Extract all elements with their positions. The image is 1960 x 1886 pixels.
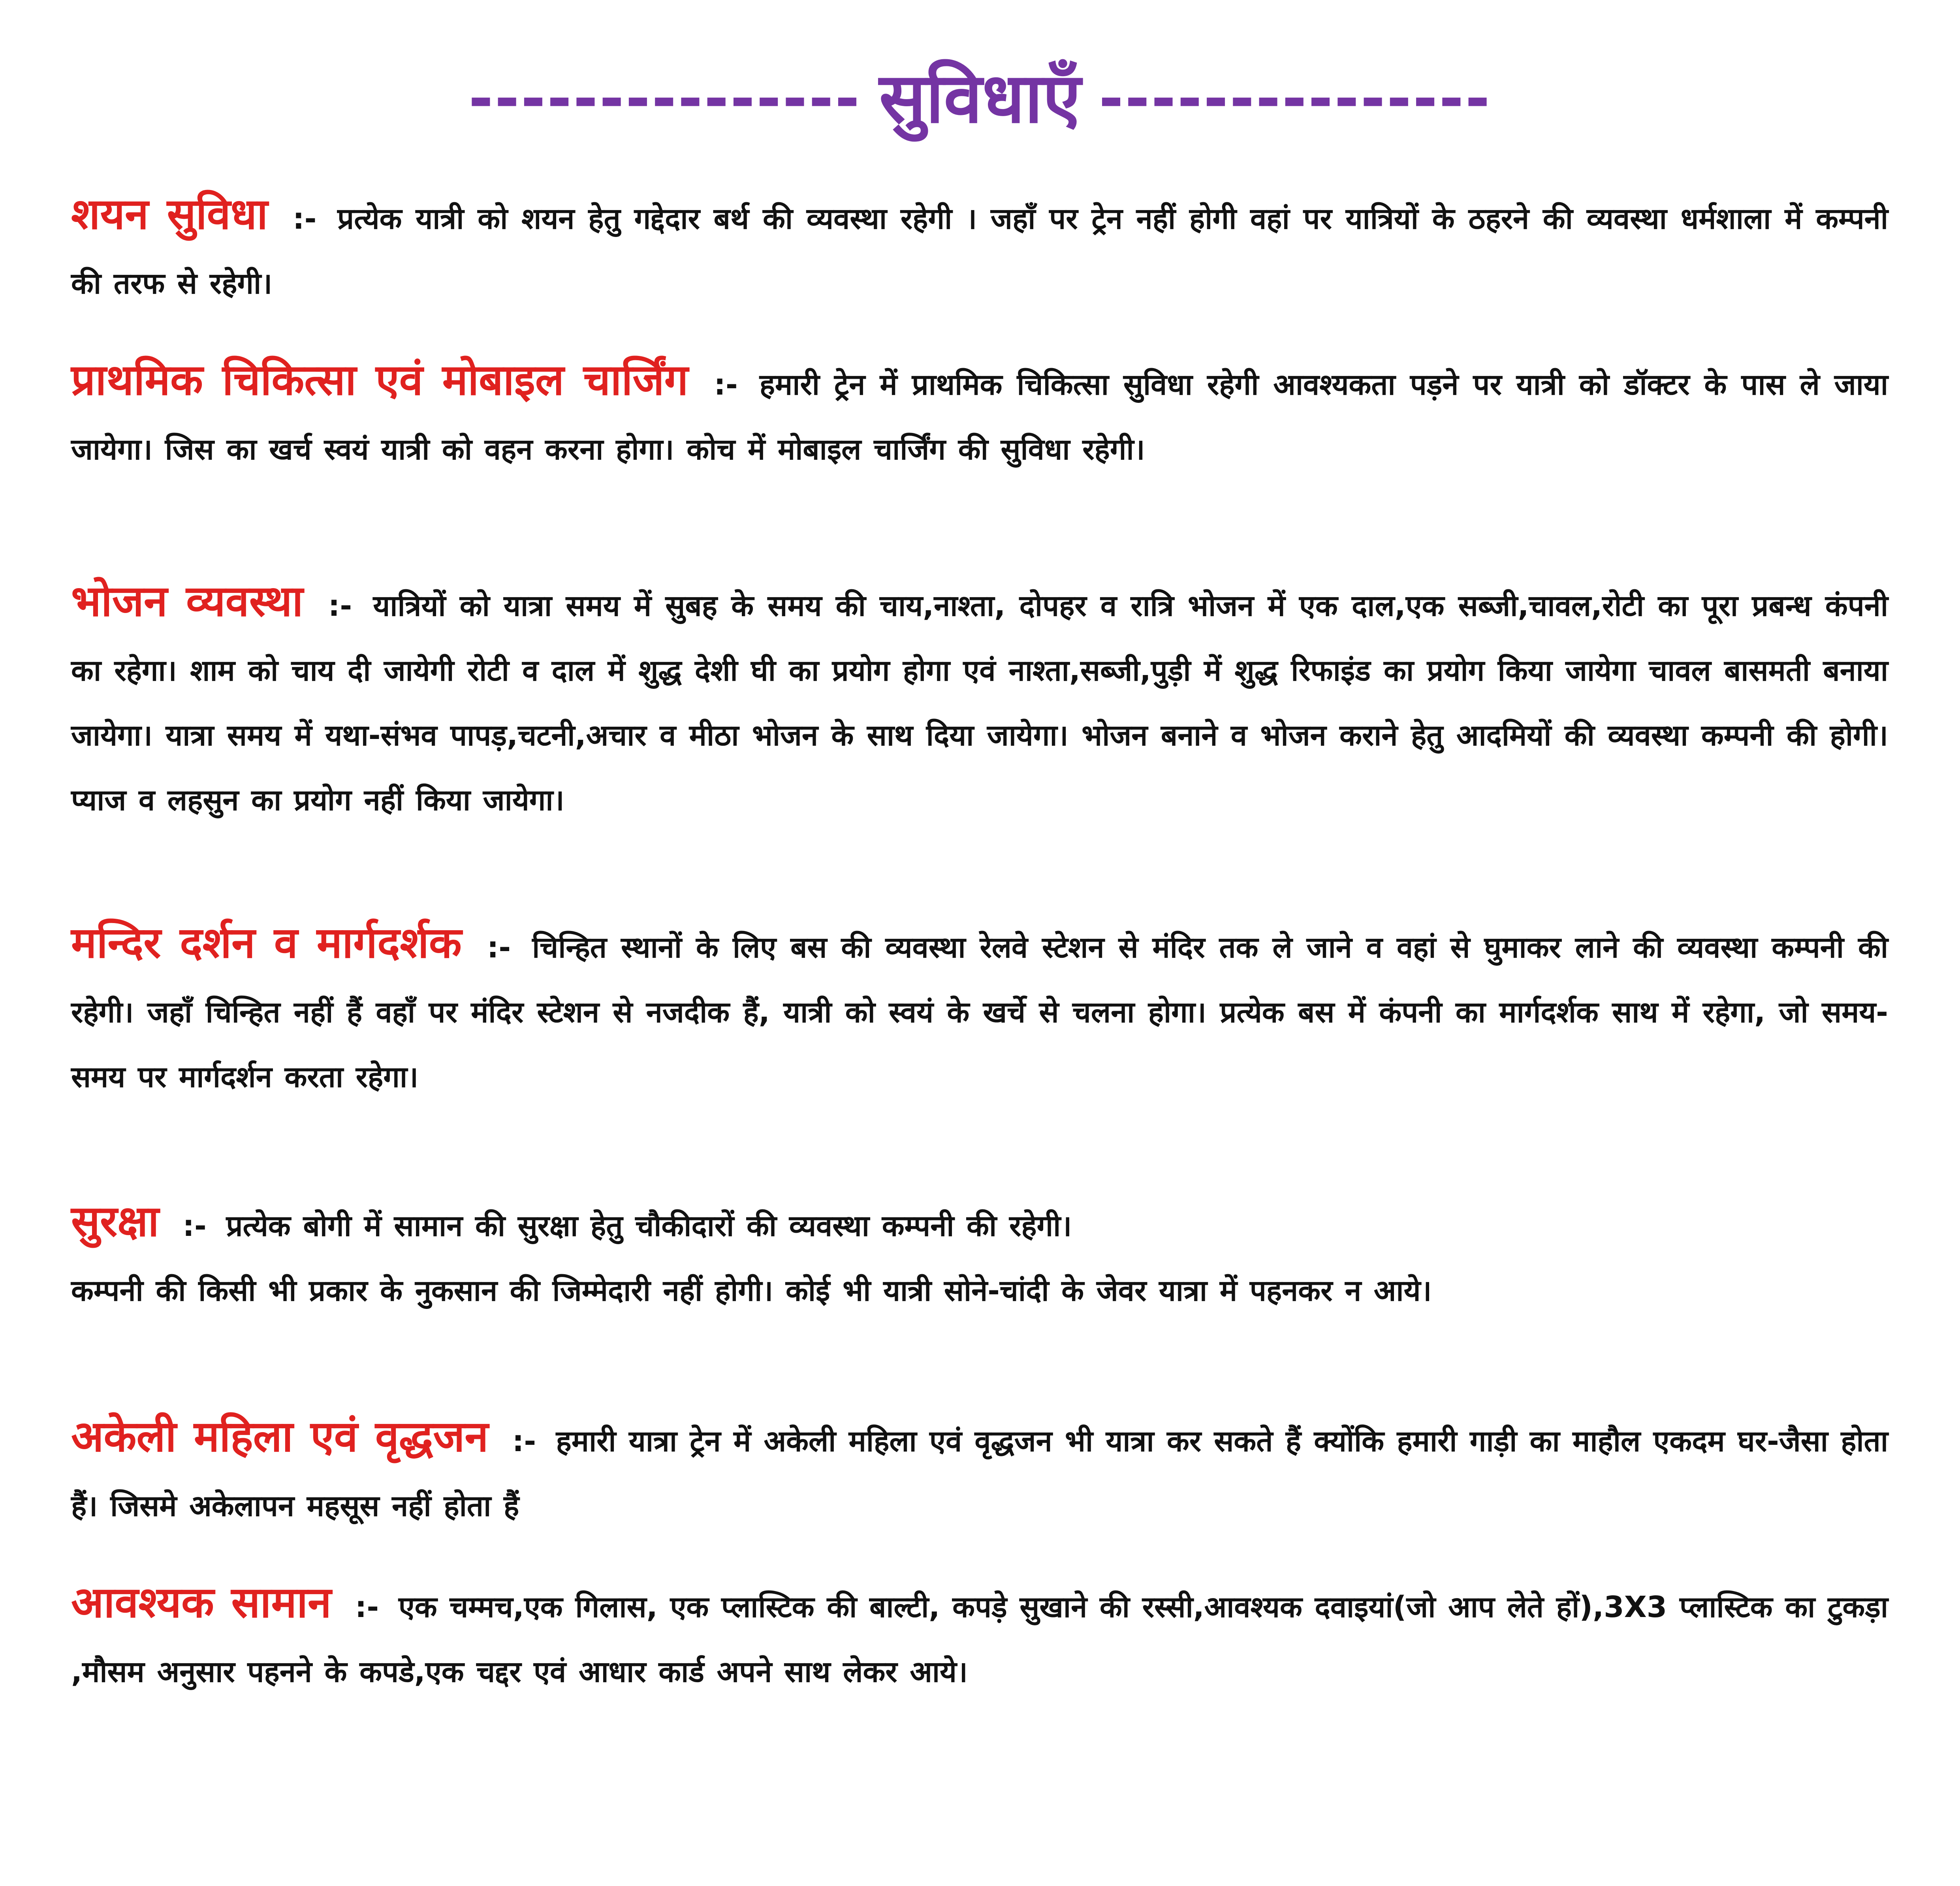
section-heading: आवश्यक सामान — [71, 1578, 331, 1627]
section-security — [71, 1189, 1888, 1323]
section-separator: :- — [512, 1424, 536, 1458]
section-temple-guide — [71, 910, 1888, 1109]
section-first-aid-charging — [71, 348, 1888, 482]
section-text: हमारी यात्रा ट्रेन में अकेली महिला एवं वृद्धजन भी यात्रा कर सकते हैं क्योंकि हमारी गाड़ी का माहौल एकदम घर-जैसा होता हैं। जिसमे अकेलापन महसूस नहीं होता हैं — [71, 1424, 1889, 1523]
title-dashes-left: --------------- — [468, 64, 861, 133]
section-heading: मन्दिर दर्शन व मार्गदर्शक — [71, 918, 462, 968]
section-text: यात्रियों को यात्रा समय में सुबह के समय की चाय,नाश्ता, दोपहर व रात्रि भोजन में एक दाल,एक सब्जी,चावल,रोटी का पूरा प्रबन्ध कंपनी का रहेगा। शाम को चाय दी जायेगी रोटी व दाल में शुद्ध देशी घी का प्रयोग होगा एवं नाश्ता,सब्जी,पुड़ी में शुद्ध रिफाइंड का प्रयोग किया जायेगा चावल बासमती बनाया जायेगा। यात्रा समय में यथा-संभव पापड़,चटनी,अचार व मीठा भोजन के साथ दिया जायेगा। भोजन बनाने व भोजन कराने हेतु आदमियों की व्यवस्था कम्पनी की होगी। प्याज व लहसुन का प्रयोग नहीं किया जायेगा। — [71, 589, 1888, 817]
section-separator: :- — [355, 1590, 379, 1624]
section-text-continued: कम्पनी की किसी भी प्रकार के नुकसान की जिम्मेदारी नहीं होगी। कोई भी यात्री सोने-चांदी के जेवर यात्रा में पहनकर न आये। — [71, 1274, 1432, 1308]
section-heading: सुरक्षा — [71, 1196, 159, 1246]
section-text: चिन्हित स्थानों के लिए बस की व्यवस्था रेलवे स्टेशन से मंदिर तक ले जाने व वहां से घुमाकर लाने की व्यवस्था कम्पनी की रहेगी। जहाँ चिन्हित नहीं हैं वहाँ पर मंदिर स्टेशन से नजदीक हैं, यात्री को स्वयं के खर्चे से चलना होगा। प्रत्येक बस में कंपनी का मार्गदर्शक साथ में रहेगा, जो समय-समय पर मार्गदर्शन करता रहेगा। — [71, 931, 1889, 1094]
section-separator: :- — [714, 368, 738, 402]
section-text: प्रत्येक बोगी में सामान की सुरक्षा हेतु चौकीदारों की व्यवस्था कम्पनी की रहेगी। — [226, 1209, 1072, 1243]
section-heading: अकेली महिला एवं वृद्धजन — [71, 1412, 489, 1461]
title-text: सुविधाएँ — [879, 58, 1081, 139]
section-text: प्रत्येक यात्री को शयन हेतु गद्देदार बर्थ की व्यवस्था रहेगी । जहाँ पर ट्रेन नहीं होगी वहां पर यात्रियों के ठहरने की व्यवस्था धर्मशाला में कम्पनी की तरफ से रहेगी। — [71, 202, 1889, 301]
section-food — [71, 569, 1888, 833]
section-text: एक चम्मच,एक गिलास, एक प्लास्टिक की बाल्टी, कपड़े सुखाने की रस्सी,आवश्यक दवाइयां(जो आप लेते हों),3X3 प्लास्टिक का टुकड़ा ,मौसम अनुसार पहनने के कपडे,एक चद्दर एवं आधार कार्ड अपने साथ लेकर आये। — [71, 1590, 1888, 1689]
section-women-elderly — [71, 1404, 1888, 1538]
title-dashes-right: --------------- — [1099, 64, 1492, 133]
section-heading: भोजन व्यवस्था — [71, 576, 303, 626]
section-heading: शयन सुविधा — [71, 189, 268, 239]
section-essentials — [71, 1570, 1888, 1704]
section-separator: :- — [328, 589, 352, 623]
section-separator: :- — [182, 1209, 207, 1243]
section-text: हमारी ट्रेन में प्राथमिक चिकित्सा सुविधा रहेगी आवश्यकता पड़ने पर यात्री को डॉक्टर के पास ले जाया जायेगा। जिस का खर्च स्वयं यात्री को वहन करना होगा। कोच में मोबाइल चार्जिंग की सुविधा रहेगी। — [71, 368, 1889, 466]
section-separator: :- — [293, 202, 317, 236]
page-title — [0, 47, 1960, 150]
section-heading: प्राथमिक चिकित्सा एवं मोबाइल चार्जिंग — [71, 355, 688, 405]
section-sleeping — [71, 182, 1888, 316]
section-separator: :- — [487, 931, 511, 965]
